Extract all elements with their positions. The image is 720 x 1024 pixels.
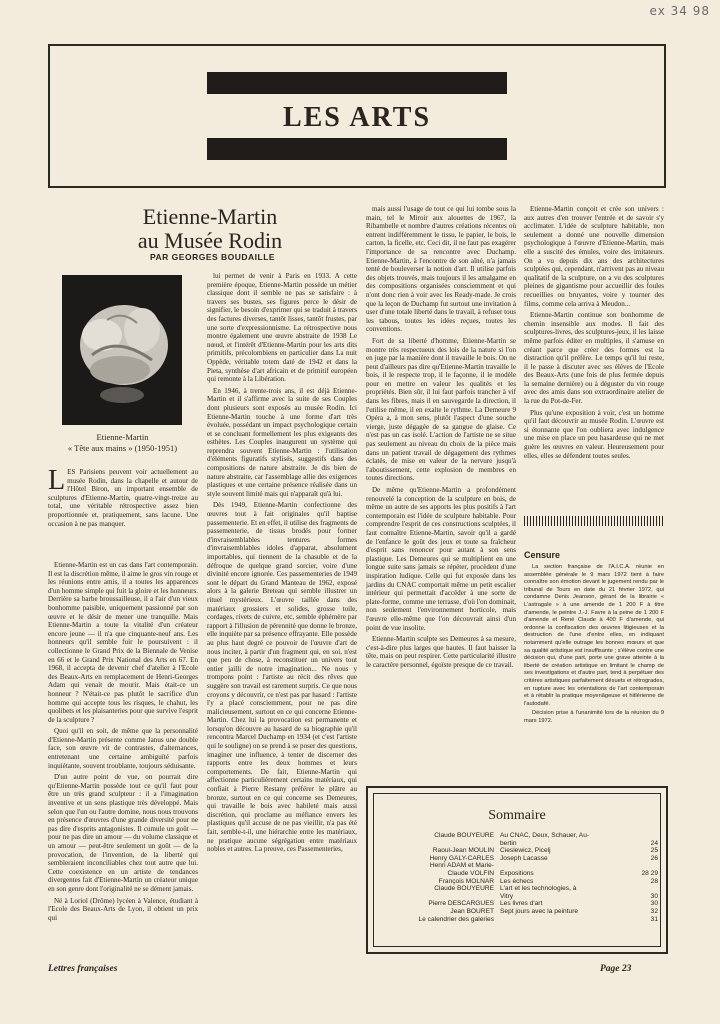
sculpture-photo-image: [62, 275, 182, 425]
toc-row: [386, 893, 658, 901]
toc-page: 28 29: [641, 869, 658, 877]
toc-author: Raoul-Jean MOULIN: [432, 847, 494, 855]
photo-caption: [55, 432, 190, 454]
paragraph: Fort de sa liberté d'homme, Etienne-Martin se montre très respectueux des lois de la nature si l'on en juge par la manière dont il travaille le bois. On ne peut d'ailleurs pas dire qu'Etienne-Martin travaille le bois, il le respecte trop, il le façonne, il le modèle pour en mettre en valeur les qualités et les propriétés. Bien sûr, il lui faut parfois trancher à vif dans les fibres, mais il en sauvegarde la direction, il l'utilise même, il en exalte le rythme. La Demeure 9 Opéra a, à mon sens, plutôt l'aspect d'une souche vierge, juste dégagée de sa gangue de glaise. Ce n'est pas un cas isolé. L'action de l'artiste ne se situe pas seulement au niveau du choix de la pièce mais dans un patient travail de dégagement des rythmes éclatés, de mise en valeur de la nervure jusqu'à l'aboutissement, cette explosion de membres en toutes directions.: [366, 336, 516, 483]
article-column-4: [524, 205, 664, 510]
hatched-divider: [524, 516, 664, 526]
censure-heading: Censure: [524, 550, 561, 560]
toc-topic: bertin: [500, 839, 517, 847]
toc-topic: [500, 916, 636, 924]
toc-page: 26: [650, 854, 658, 862]
article-column-1: [48, 561, 198, 975]
paragraph: lui permet de venir à Paris en 1933. A cette première époque, Etienne-Martin possède un métier classique dont il semble ne pas se satisfaire : à travers ses bustes, ses figures perce le désir de signifier, le besoin d'exprimer qui se traduit à travers des factures diverses, tantôt lisses, tantôt frustes, par une sorte d'expressionnisme. La rétrospective nous montre également une œuvre abstraite de 1938 Le nœud, et l'intérêt d'Etienne-Martin pour les arts dits primitifs, précolombiens en particulier dans La nuit Oppède, véritable totem daté de 1942 et dans la Pieta, synthèse d'art africain et de primitif européen qui remonte à la Libération.: [207, 272, 357, 384]
toc-author: Jean BOURET: [450, 907, 494, 915]
article-title: [60, 205, 360, 253]
sommaire-inner-frame: [373, 793, 661, 947]
photo-caption-line2: « Tête aux mains » (1950-1951): [67, 443, 178, 453]
toc-page: 32: [650, 907, 658, 915]
toc-row: [386, 878, 658, 886]
toc-page: 31: [650, 915, 658, 923]
toc-author: Henry GALY-CARLES: [429, 854, 494, 862]
article-byline: PAR GEORGES BOUDAILLE: [150, 252, 276, 262]
toc-topic: Joseph Lacasse: [500, 854, 548, 862]
toc-row: [386, 847, 658, 855]
toc-topic: Les échecs: [500, 877, 534, 885]
masthead-top-bar: [207, 72, 507, 94]
toc-author: Pierre DESCARGUES: [428, 900, 494, 908]
toc-topic: Cieslewicz, Picelj: [500, 847, 551, 855]
dropcap: L: [48, 468, 66, 496]
toc-row: [386, 916, 658, 924]
masthead-bottom-bar: [207, 138, 507, 160]
paragraph: Etienne-Martin continue son bonhomme de chemin insensible aux modes. Il fait des sculptures-livres, des sculptures-jeux, il les laisse même parfois éditer en multiples, il s'amuse en créant parce que créer des formes est la distraction qu'il préfère. Le temps qu'il lui reste, il le passe à discuter avec ses élèves de l'Ecole des Beaux-Arts (une fois de plus fermée depuis la semaine dernière) ou à déguster du vin rouge avec des amis dans son extraordinaire atelier de la rue du Pot-de-Fer.: [524, 311, 664, 406]
toc-author: Henri ADAM et Marie-: [429, 862, 494, 870]
toc-topic: [500, 862, 636, 870]
toc-topic: Les livres d'art: [500, 900, 543, 908]
article-lead: [48, 468, 198, 560]
publication-name: Lettres françaises: [48, 964, 118, 974]
toc-row: [386, 862, 658, 870]
paragraph: Etienne-Martin conçoit et crée son univers : aux autres d'en trouver l'entrée et de savoir s'y acclimater. L'idée de sculpture habitable, non seulement a donné une nouvelle dimension psychologique à l'œuvre d'Etienne-Martin, mais elle a suscité des émules, voire des imitateurs. On a vu depuis dix ans des architectures sculptées qui, cependant, n'arrivent pas au niveau qualitatif de la sculpture, on a vu des sculptures pleines de gigantisme pour accueillir des foules recueillies ou bruyantes, voire y tourner des films, comme cela arriva à Meudon...: [524, 205, 664, 308]
toc-page: [636, 885, 658, 893]
toc-topic: Expositions: [500, 869, 534, 877]
paragraph: Né à Loriol (Drôme) lycéen à Valence, étudiant à l'Ecole des Beaux-Arts de Lyon, il obtient un prix qui: [48, 896, 198, 922]
table-of-contents: [386, 832, 658, 923]
toc-author: Claude BOUYEURE: [434, 885, 494, 893]
page-number: Page 23: [600, 964, 632, 974]
toc-row: [386, 870, 658, 878]
sculpture-photo: [62, 275, 182, 425]
paragraph: De même qu'Etienne-Martin a profondément renouvelé la conception de la sculpture en bois, de même un autre de ses apports les plus positifs à l'art contemporain est l'idée de sculpture habitable. Pour comprendre l'esprit de ces constructions sculptées, il faut connaître Etienne-Martin, savoir qu'il a gardé de l'enfance le goût des jeux et toute sa fraîcheur d'esprit sans renoncer pour autant à son sens plastique. Les Demeures qui se multiplient en une longue suite sans jamais se répéter, procèdent d'une inspiration ludique. Celle qui fut exposée dans les jardins du CNAC comportait même un petit escalier intérieur qui permettait d'accéder à une sorte de plate-forme, comme une terrasse, d'où l'on dominait, non seulement l'environnement horticole, mais l'œuvre elle-même que l'on découvrait ainsi d'un point de vue insolite.: [366, 486, 516, 632]
toc-row: [386, 900, 658, 908]
toc-row: [386, 885, 658, 893]
paragraph: Etienne-Martin sculpte ses Demeures à sa mesure, c'est-à-dire plus larges que hautes. Il faut baisser la tête, mais on peut respirer. Cette particularité illustre le caractère personnel, égoïste presque de ce travail.: [366, 635, 516, 669]
paragraph: Quoi qu'il en soit, de même que la personnalité d'Etienne-Martin présente comme Janus une double face, son œuvre vit de contrastes, d'alternances, entretenant une certaine ambiguïté parfois inquiétante, souvent troublante, toujours séduisante.: [48, 727, 198, 770]
toc-topic: L'art et les technologies, à: [500, 885, 577, 893]
toc-author: [386, 840, 500, 848]
paragraph: mais aussi l'usage de tout ce qui lui tombe sous la main, tel le Miroir aux alouettes de 1967, la Ribambelle et nombre d'autres créations récentes où entrent indifféremment le tissu, le papier, le bois, le carton, la ficelle, etc. Ceci dit, il ne faut pas exagérer l'importance de sa rencontre avec Duchamp. Etienne-Martin, à l'encontre de son aîné, n'a jamais tenté de bouleverser la notion d'art. Il utilise parfois des objets trouvés, mais toujours il les amalgame en des compositions organisées consciemment et qui n'ont donc rien à voir avec les Ready-made. Je crois que la leçon de Duchamp fut surtout une invitation à user d'une totale liberté dans le travail, à refuser tous les tabous, toutes les idées reçues, toutes les conventions.: [366, 205, 516, 334]
paragraph: En 1946, à trente-trois ans, il est déjà Etienne-Martin et il s'affirme avec la suite de ses Couples dont plusieurs sont exposés au musée Rodin. Ici Etienne-Martin touche à une forme d'art très évoluée, possédant un impact psychologique certain et se concluant formellement les plus exigeants des esthètes. Les Couples inaugurent un système qui reprendra souvent Etienne-Martin : l'utilisation d'éléments figuratifs stylisés, suggestifs dans des compositions de nature abstraite. Je dis bien de nature abstraite, car l'assemblage allie des exigences plastiques et une certaine présence réalisée dans un style souvent limité mais qui n'apparaît qu'à lui.: [207, 386, 357, 498]
paragraph: D'un autre point de vue, on pourrait dire qu'Etienne-Martin possède tout ce qu'il faut pour être un très grand sculpteur : il a l'imagination inventive et un sens plastique très développé. Mais selon que l'un ou l'autre domine, nous nous trouvons en présence d'œuvres d'une grande diversité pour ne pas dire d'esprits antagonistes. Il cumule un goût — pour ne pas dire un amour — du volume classique et un amour — peut-être seulement un goût — de la provocation, de l'invention, de la liberté qui sembleraient inconciliables chez tout autre que lui. Cette coexistence en un artiste de tendances divergentes fait d'Etienne-Martin un créateur unique en son genre dont l'originalité ne se dément jamais.: [48, 773, 198, 893]
section-masthead: [48, 44, 666, 188]
sommaire-box: [366, 786, 668, 954]
toc-page: 25: [650, 847, 658, 855]
toc-topic: Au CNAC, Deux, Schauer, Au-: [500, 832, 590, 839]
toc-author: Claude VOLFIN: [447, 869, 494, 877]
article-column-2: [207, 272, 357, 975]
section-title: LES ARTS: [282, 102, 432, 133]
paragraph: Plus qu'une exposition à voir, c'est un homme qu'il faut découvrir au musée Rodin. L'œuvre est si étonnante que l'on oubliera avec indulgence une mise en place un peu hasardeuse qui ne met guère les œuvres en valeur. Heureusement pour elles, elles se défendent toutes seules.: [524, 408, 664, 460]
toc-row: [386, 832, 658, 840]
lead-text: ES Parisiens peuvent voir actuellement au musée Rodin, dans la chapelle et autour de l'Hôtel Biron, un important ensemble de sculptures d'Etienne-Martin, quatre-vingt-treize au total, une véritable rétrospective assez bien proportionnée et, pratiquement, sans lacune. Une occasion à ne pas manquer.: [48, 468, 198, 528]
paragraph: Dès 1949, Etienne-Martin confectionne des œuvres tout à fait originales qu'il baptise passementerie. Et en effet, il utilise des fragments de passementerie, de tissus brodés pour former d'invraisemblables tentures formes d'invraisemblables idoles d'apparat, absolument importables, qui tiennent de la chasuble et de la défroque de quelque grand sorcier, voire d'une divinité encore ignorée. Ces passementeries de 1949 sont le départ du Grand Manteau de 1962, exposé alors à la galerie Breteau qui semble illustrer un rituel mystérieux. L'œuvre taillée dans des matériaux grossiers et solides, grosse toile, cordages, rivets de cuivre, etc, semble éphémère par rapport à l'illusion de pérennité que donne le bronze, elle inquiète par sa présence effrayante. Elle possède au plus haut degré ce pouvoir de l'œuvre d'art de nous inciter, à partir d'un fragment qui, en soi, n'est que peu de chose, à reconstituer un univers tout entier jailli de notre imagination... Ne nous y trompons point : l'artiste au récit des rêves que suggère son travail est rarement surpris. Ce que nous croyons y découvrir, ce n'est pas par hasard : l'artiste l'y a placé consciemment, pour ne pas dire malicieusement, surtout en ce qui concerne Etienne-Martin. Chez lui la provocation est permanente et lorsqu'on découvre au hasard de sa biographie qu'il rencontra Marcel Duchamp en 1934 (et c'est l'artiste qui le souligne) on se prend à se poser des questions, imaginer une influence, à tenter de discerner des rapports entre les deux hommes et leurs comportements. De fait, Etienne-Martin qui affectionne particulièrement certains matériaux, qui confiait à Pierre Restany préférer le plâtre au bronze, surtout en ce qui concerne ses Demeures, qui travaille le bois avec habileté mais aussi discrétion, qui proclame au méfiance envers les plastiques qu'il accuse de ne pas vieillir, n'a pas été fait, semble-t-il, une hiérarchie entre les matériaux, ne pratique aucune ségrégation entre matériaux nobles et autres. La preuve, ces Passementeries,: [207, 501, 357, 854]
toc-page: 24: [650, 839, 658, 847]
toc-page: [636, 862, 658, 870]
toc-page: 30: [650, 900, 658, 908]
photo-caption-line1: Etienne-Martin: [96, 432, 149, 442]
toc-page: 30: [650, 892, 658, 900]
article-title-line2: au Musée Rodin: [137, 228, 283, 253]
censure-notice: [524, 564, 664, 764]
toc-page: [636, 832, 658, 840]
toc-author: Le calendrier des galeries: [418, 915, 494, 923]
toc-row: [386, 908, 658, 916]
toc-topic: Vitry: [500, 892, 514, 900]
toc-author: Claude BOUYEURE: [434, 832, 494, 839]
archive-handwritten-mark: ex 34 98: [649, 4, 710, 18]
paragraph: Décision prise à l'unanimité lors de la réunion du 9 mars 1972.: [524, 710, 664, 724]
toc-row: [386, 840, 658, 848]
article-title-line1: Etienne-Martin: [142, 204, 278, 229]
paragraph: Etienne-Martin est un cas dans l'art contemporain. Il est la discrétion même, il aime le gros vin rouge et les réunions entre amis, il a toutes les apparences d'un homme simple qui fuit la gloire et les honneurs. Derrière sa barbe broussailleuse, il a l'air d'un vieux bonhomme paisible, uniquement passionné par son œuvre et le désir de mener une tranquille. Mais Etienne-Martin a toute la vitalité d'un créateur encore jeune — il n'a que cinquante-neuf ans. Les honneurs qu'il semble fuir le poursuivent : il collectionne le Grand Prix de la Biennale de Venise en 66 et le Grand Prix National des Arts en 67. En 1968, il accepta de devenir chef d'atelier à l'Ecole des Beaux-Arts en remplacement de Henri-Georges Adam qui venait de mourir. Mais était-ce un honneur ? N'était-ce pas plutôt le sacrifice d'un homme qui accepte tous les risques, le chahut, les quolibets et les plaisanteries pour que survive l'esprit de la sculpture ?: [48, 561, 198, 724]
sommaire-title: Sommaire: [488, 808, 546, 823]
toc-row: [386, 855, 658, 863]
toc-author: François MOLNAR: [438, 877, 494, 885]
toc-topic: Sept jours avec la peinture: [500, 907, 579, 915]
toc-author: [386, 893, 500, 901]
toc-page: 28: [650, 877, 658, 885]
paragraph: La section française de l'A.I.C.A. réunie en assemblée générale le 9 mars 1972 tient à faire connaître son émotion devant le jugement rendu par le tribunal de Tours en date du 21 février 1972, qui condamne Denis Jeanson, gérant de la librairie « L'astragale » à une amende de 1 200 F à titre d'amende, le peintre J.-J. Favre à la peine de 1 200 F d'amende et René Claude à 400 F d'amende, qui ordonne la confiscation des œuvres litigieuses et la destruction de l'une d'entre elles, en indiquant notamment qu'elle outrage les bonnes mœurs et que sa qualité artistique est insuffisante ; s'élève contre une décision qui, d'une part, porte une grave atteinte à la liberté de création artistique en limitant le champ de ses investigations et d'autre part, tend à perpétuer des critères artistiques parfaitement désuets et rétrogrades, en rupture avec les orientations de l'art contemporain et à rétablir la pratique moyenâgeuse et hitlérienne de l'autodafé.: [524, 564, 664, 707]
